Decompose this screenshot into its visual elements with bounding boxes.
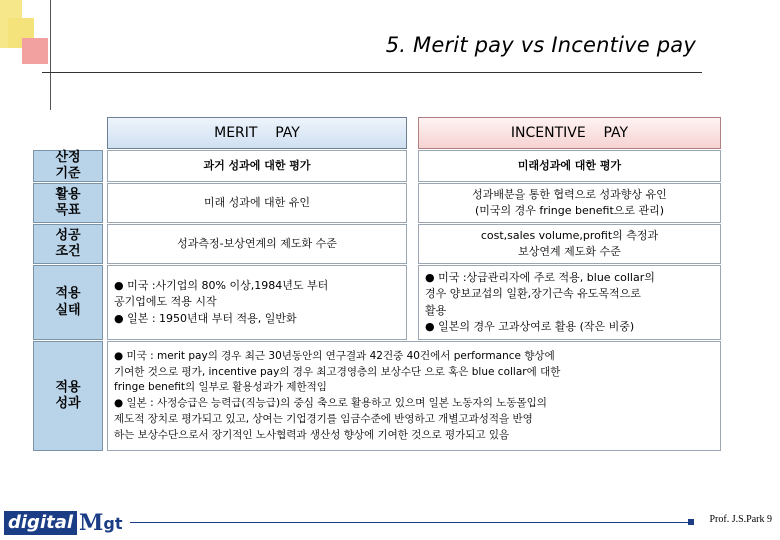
merit-status-cell	[107, 265, 407, 340]
row-label-result: 적용 성과	[33, 341, 103, 451]
row-label-goal: 활용 목표	[33, 183, 103, 223]
title-divider	[42, 72, 702, 73]
merit-basis-cell	[107, 150, 407, 182]
incentive-pay-header: INCENTIVE PAY	[418, 117, 721, 149]
merit-goal-text: 미래 성과에 대한 유인	[203, 195, 311, 209]
decor-line-vertical	[50, 0, 51, 110]
merit-basis-text: 과거 성과에 대한 평가	[203, 158, 311, 172]
merit-condition-cell	[107, 224, 407, 264]
footer-divider	[130, 522, 690, 523]
incentive-basis-cell	[418, 150, 721, 182]
incentive-condition-cell	[418, 224, 721, 264]
row-label-condition: 성공 조건	[33, 224, 103, 264]
merit-condition-text: 성과측정-보상연계의 제도화 수준	[177, 236, 337, 250]
incentive-status-text: ● 미국 :상급관리자에 주로 적용, blue collar의 경우 양보교섭의 일환,장기근속 유도목적으로 활용 ● 일본의 경우 고과상여로 활용 (작은 비중)	[425, 270, 655, 333]
row-label-basis: 산정 기준	[33, 150, 103, 182]
digital-mgt-logo	[4, 509, 123, 535]
result-combined-text: ● 미국 : merit pay의 경우 최근 30년동안의 연구결과 42건중 40건에서 performance 향상에 기여한 것으로 평가, incentive pay의 경우 최고경영층의 보상수단 으로 혹은 blue collar에 대한 fringe benefit의 일부로 활용성과가 제한적임 ● 일본 : 사정승급은 능력급(직능급)의 중심 축으로 활용하고 있으며 일본 노동자의 노동몰입의 제도적 장치로 평가되고 있고, 상여는 기업경기를 임금수준에 반영하고 개별고과성적을 반영 하는 보상수단으로서 장기적인 노사협력과 생산성 향상에 기여한 것으로 평가되고 있음	[114, 349, 561, 441]
incentive-goal-text: 성과배분을 통한 협력으로 성과향상 유인 (미국의 경우 fringe benefit으로 관리)	[472, 187, 667, 217]
logo-digital: digital	[4, 511, 77, 535]
incentive-condition-text: cost,sales volume,profit의 측정과 보상연계 제도화 수준	[480, 228, 659, 258]
footer-credit: Prof. J.S.Park 9	[709, 514, 772, 525]
slide-title: 5. Merit pay vs Incentive pay	[385, 33, 696, 57]
logo-gt: gt	[103, 514, 123, 533]
footer-marker	[688, 519, 694, 525]
logo-m: M	[79, 510, 104, 536]
decor-square-red	[22, 38, 48, 64]
merit-pay-header: MERIT PAY	[107, 117, 407, 149]
row-label-status: 적용 실태	[33, 265, 103, 340]
merit-goal-cell	[107, 183, 407, 223]
incentive-status-cell	[418, 265, 721, 340]
incentive-goal-cell	[418, 183, 721, 223]
merit-status-text: ● 미국 :사기업의 80% 이상,1984년도 부터 공기업에도 적용 시작 ● 일본 : 1950년대 부터 적용, 일반화	[114, 278, 329, 325]
result-combined-cell	[107, 341, 721, 451]
incentive-basis-text: 미래성과에 대한 평가	[517, 158, 622, 172]
